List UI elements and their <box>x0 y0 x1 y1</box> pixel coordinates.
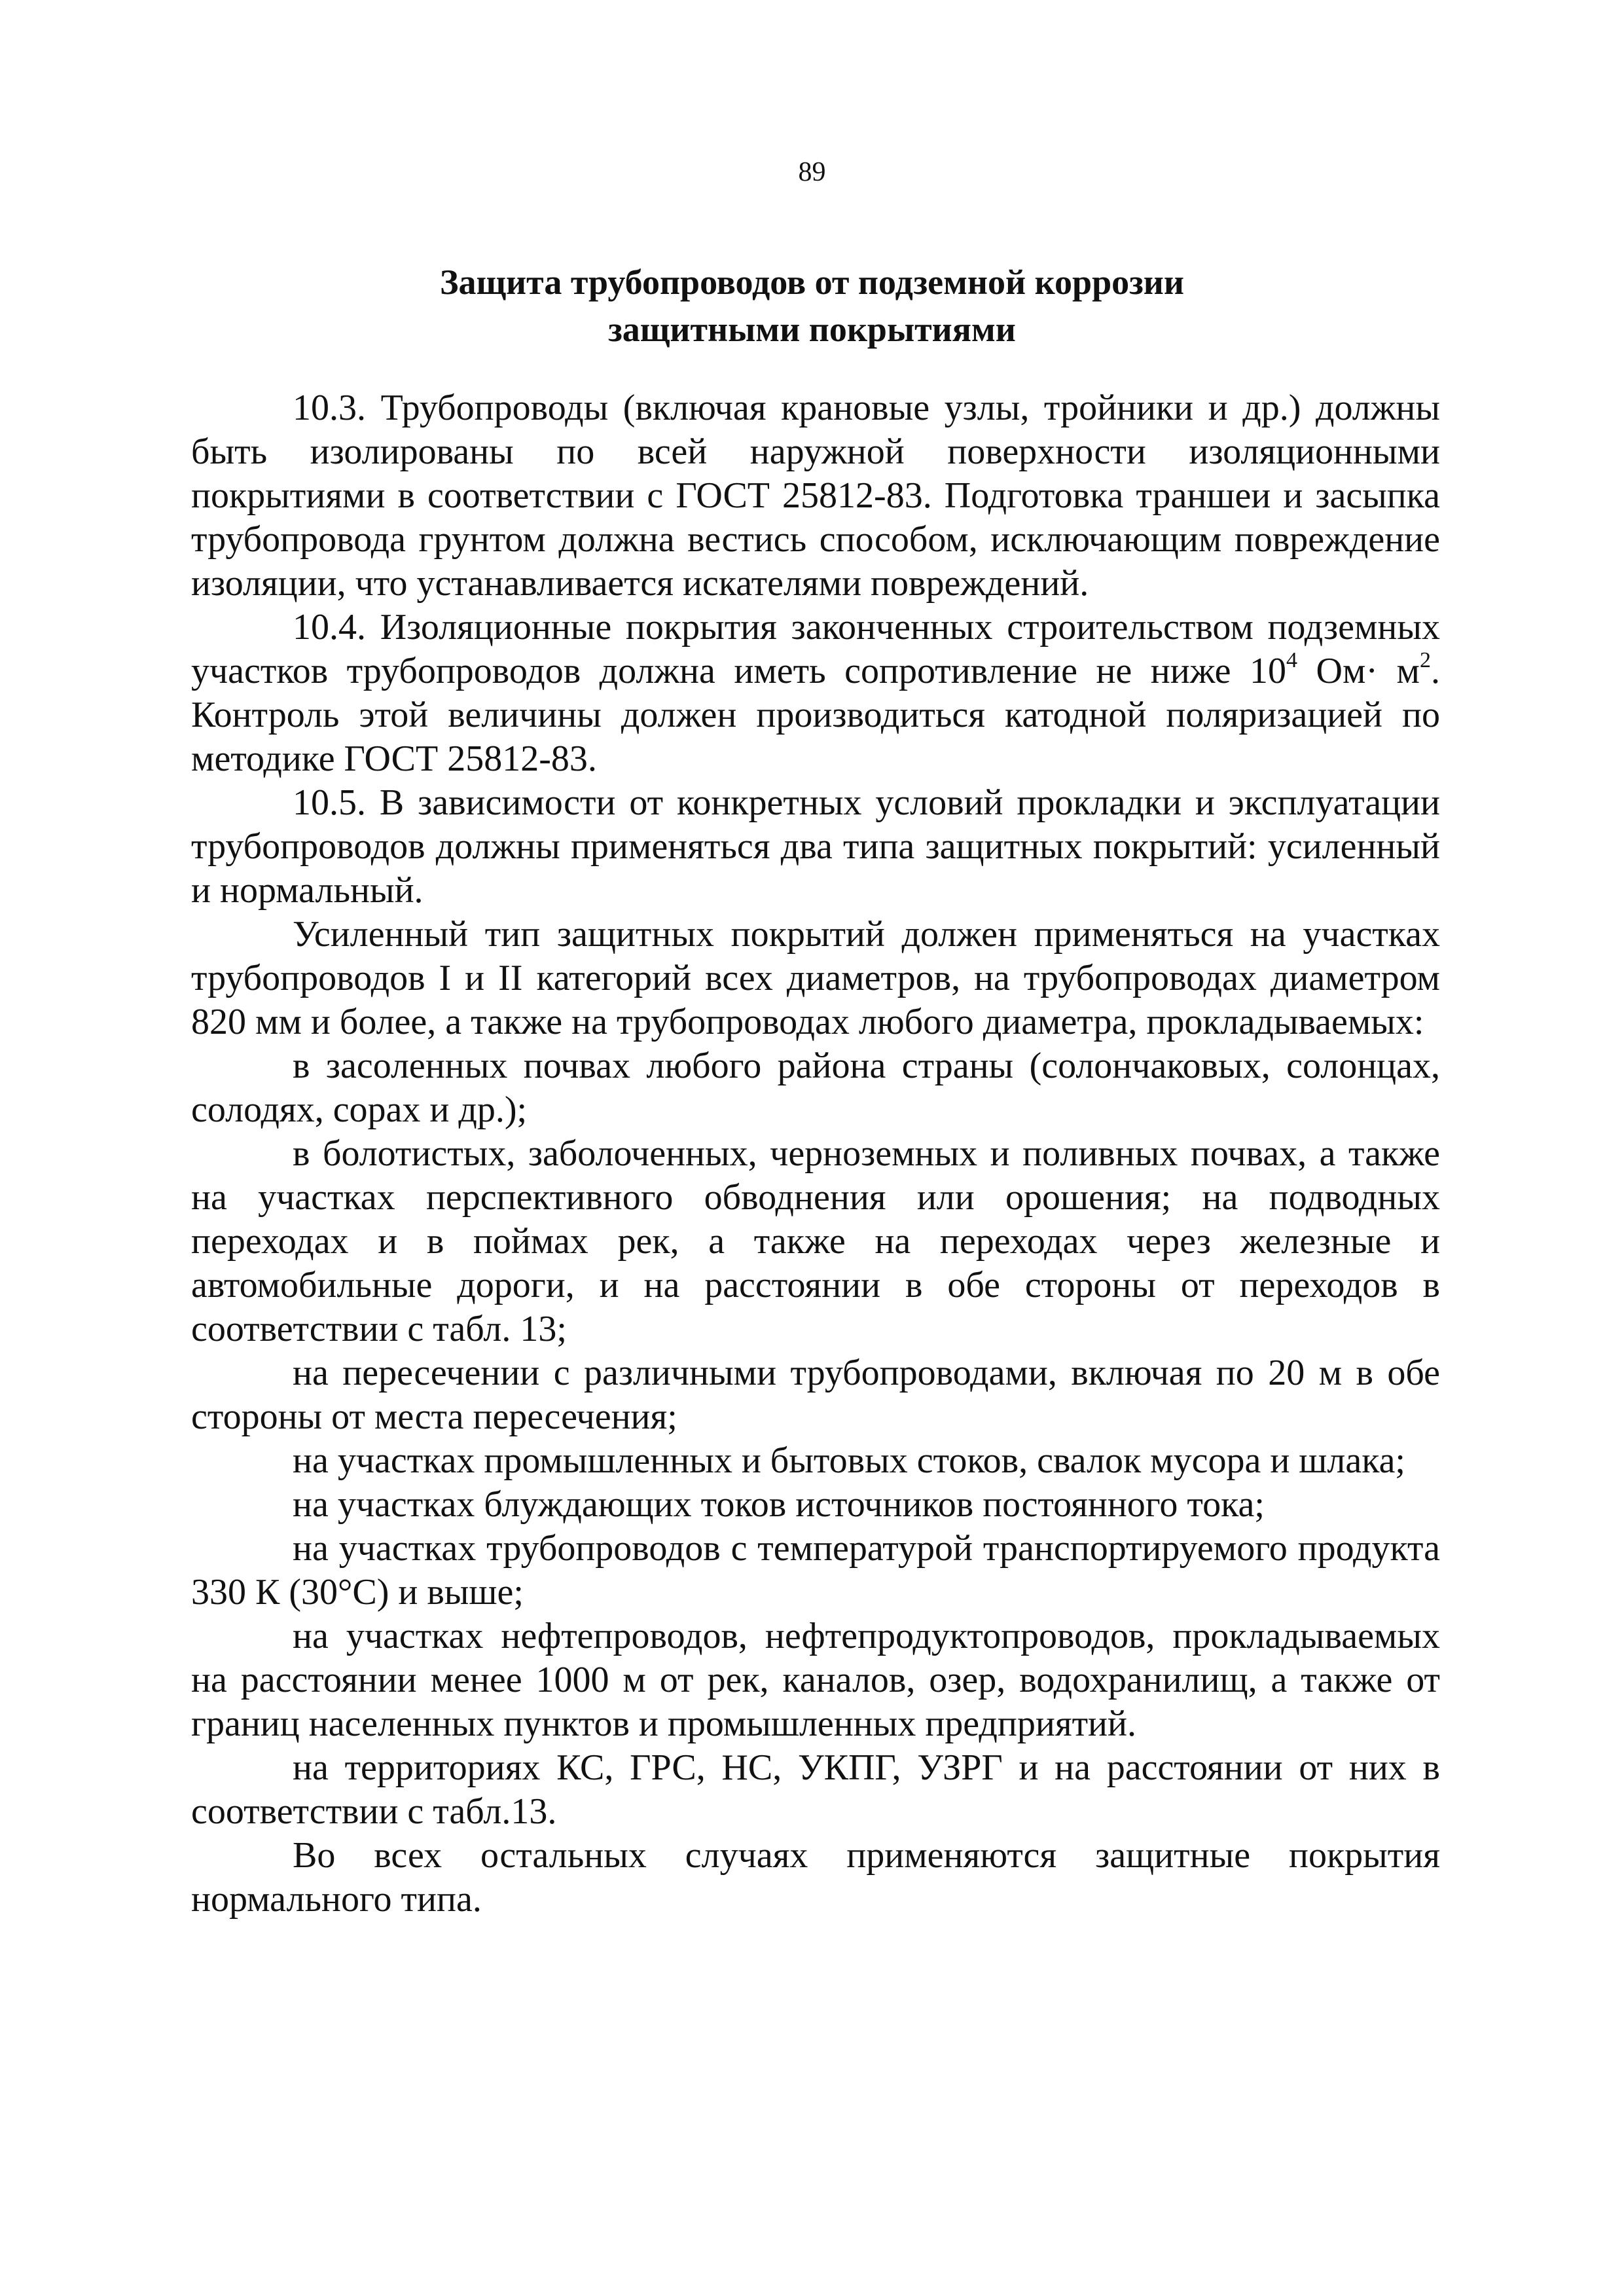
paragraph-10-4 <box>191 606 1440 781</box>
section-title-line-2: защитными покрытиями <box>608 310 1016 349</box>
list-item-oil-pipelines: на участках нефтепроводов, нефтепродуктопроводов, прокладываемых на расстоянии менее 1000 м от рек, каналов, озер, водохранилищ, а также от границ населенных пунктов и промышленных предприятий. <box>191 1616 1440 1744</box>
list-item-swampy-soils: в болотистых, заболоченных, черноземных и поливных почвах, а также на участках перспективного обводнения или орошения; на подводных переходах и в поймах рек, а также на переходах через железные и автомобильные дороги, и на расстоянии в обе стороны от переходов в соответствии с табл. 13; <box>191 1133 1440 1349</box>
document-body <box>191 386 1440 1922</box>
list-item-stray-currents: на участках блуждающих токов источников постоянного тока; <box>293 1484 1265 1525</box>
paragraph-10-3: 10.3. Трубопроводы (включая крановые узлы, тройники и др.) должны быть изолированы по всей наружной поверхности изоляционными покрытиями в соответствии с ГОСТ 25812-83. Подготовка траншеи и засыпка трубопровода грунтом должна вестись способом, исключающим повреждение изоляции, что устанавливается искателями повреждений. <box>191 388 1440 604</box>
area-exponent: 2 <box>1420 648 1431 673</box>
list-item-station-territories: на территориях КС, ГРС, НС, УКПГ, УЗРГ и на расстоянии от них в соответствии с табл.13. <box>191 1747 1440 1832</box>
paragraph-10-4-text-a: 10.4. Изоляционные покрытия законченных строительством подземных участков трубопроводов должна иметь сопротивление не ниже 10 <box>191 607 1440 691</box>
paragraph-normal-coating: Во всех остальных случаях применяются защитные покрытия нормального типа. <box>191 1835 1440 1920</box>
list-item-waste-areas: на участках промышленных и бытовых стоков, свалок мусора и шлака; <box>293 1440 1405 1481</box>
section-title <box>0 259 1624 353</box>
page-number: 89 <box>798 157 826 187</box>
list-item-saline-soils: в засоленных почвах любого района страны (солончаковых, солонцах, солодях, сорах и др.); <box>191 1046 1440 1130</box>
paragraph-reinforced-coating: Усиленный тип защитных покрытий должен применяться на участках трубопроводов I и II категорий всех диаметров, на трубопроводах диаметром 820 мм и более, а также на трубопроводах любого диаметра, прокладываемых: <box>191 914 1440 1042</box>
paragraph-10-5: 10.5. В зависимости от конкретных условий прокладки и эксплуатации трубопроводов должны применяться два типа защитных покрытий: усиленный и нормальный. <box>191 782 1440 911</box>
resistance-exponent: 4 <box>1286 648 1298 673</box>
paragraph-10-4-text-b: Ом· м <box>1297 651 1420 691</box>
section-title-line-1: Защита трубопроводов от подземной коррозии <box>439 263 1185 302</box>
paragraph-10-4-text-c: . Контроль этой величины должен производиться катодной поляризацией по методике ГОСТ 25812-83. <box>191 651 1440 779</box>
list-item-high-temperature: на участках трубопроводов с температурой транспортируемого продукта 330 К (30°С) и выше; <box>191 1528 1440 1613</box>
list-item-pipeline-crossings: на пересечении с различными трубопроводами, включая по 20 м в обе стороны от места пересечения; <box>191 1353 1440 1437</box>
